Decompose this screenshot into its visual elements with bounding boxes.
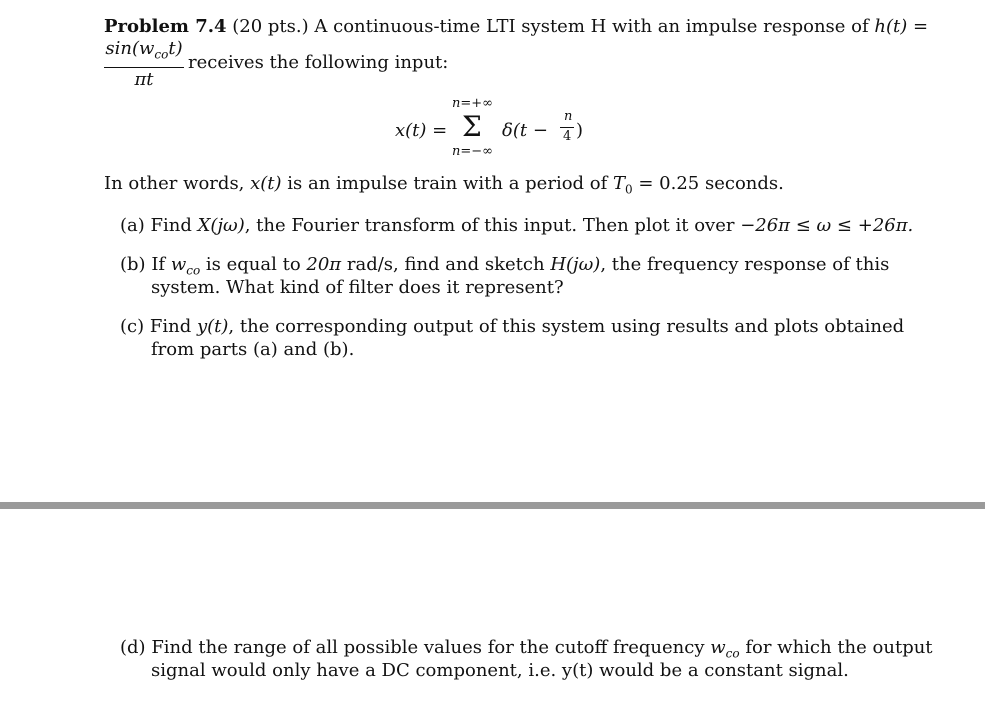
part-d-text-2: for which the output bbox=[739, 637, 933, 658]
explanation-line bbox=[104, 173, 784, 201]
numerator-text: sin(w bbox=[105, 38, 155, 59]
part-d-cutoff-subscript: co bbox=[725, 646, 740, 661]
part-b-text-3: rad/s, find and sketch bbox=[341, 254, 551, 275]
period-value: = 0.25 bbox=[632, 173, 700, 194]
problem-points: (20 pts.) bbox=[232, 16, 309, 37]
part-a-text-2: , the Fourier transform of this input. Then plot it over bbox=[244, 215, 741, 236]
problem-intro-text: A continuous-time LTI system H with an impulse response of bbox=[314, 16, 875, 37]
part-b-frequency-response-symbol: H(jω) bbox=[550, 254, 601, 275]
part-d-line-2: signal would only have a DC component, i.e. y(t) would be a constant signal. bbox=[151, 660, 849, 681]
part-a-fourier-symbol: X(jω) bbox=[197, 215, 245, 236]
period-subscript: 0 bbox=[625, 182, 633, 197]
period-symbol: T bbox=[613, 173, 626, 194]
problem-title: Problem 7.4 bbox=[104, 16, 227, 37]
part-c-label: (c) bbox=[120, 316, 145, 337]
fraction-numerator bbox=[104, 38, 184, 66]
problem-intro-continued: receives the following input: bbox=[188, 52, 449, 73]
part-d-label: (d) bbox=[120, 637, 146, 658]
impulse-response-symbol: h(t) = bbox=[874, 16, 929, 37]
part-b-text-4: , the frequency response of this bbox=[600, 254, 890, 275]
part-c-output-symbol: y(t) bbox=[196, 316, 229, 337]
part-b-value: 20π bbox=[306, 254, 342, 275]
part-c-text-2: , the corresponding output of this system using results and plots obtained bbox=[228, 316, 905, 337]
part-b-label: (b) bbox=[120, 254, 146, 275]
equation-term-end: ) bbox=[576, 120, 584, 141]
explanation-text-2: is an impulse train with a period of bbox=[281, 173, 613, 194]
part-a-label: (a) bbox=[120, 215, 145, 236]
part-a-text-1: Find bbox=[150, 215, 198, 236]
numerator-end: t) bbox=[168, 38, 183, 59]
part-b-cutoff-subscript: co bbox=[186, 263, 201, 278]
impulse-response-fraction bbox=[104, 38, 184, 91]
part-c-line-1 bbox=[120, 315, 904, 338]
part-b-line-2: system. What kind of filter does it represent? bbox=[151, 277, 564, 298]
equation-lhs: x(t) = bbox=[395, 120, 448, 141]
explanation-text-1: In other words, bbox=[104, 173, 251, 194]
part-c-line-2: from parts (a) and (b). bbox=[151, 339, 355, 360]
page-divider bbox=[0, 502, 985, 509]
input-signal-symbol: x(t) bbox=[250, 173, 282, 194]
fraction-bar bbox=[104, 67, 184, 68]
sum-upper-limit: n=+∞ bbox=[452, 96, 493, 111]
part-b-text-1: If bbox=[151, 254, 171, 275]
part-a bbox=[120, 214, 913, 237]
summation-sigma: Σ bbox=[462, 110, 482, 143]
part-d-cutoff-symbol: w bbox=[710, 637, 726, 658]
part-a-range: −26π ≤ ω ≤ +26π. bbox=[740, 215, 914, 236]
sum-lower-limit: n=−∞ bbox=[452, 144, 493, 159]
inner-fraction-numerator: n bbox=[564, 109, 573, 124]
problem-heading-line bbox=[104, 16, 928, 38]
part-c-text-1: Find bbox=[149, 316, 197, 337]
part-b-cutoff-symbol: w bbox=[170, 254, 187, 275]
inner-fraction-denominator: 4 bbox=[563, 129, 572, 144]
numerator-subscript: co bbox=[154, 47, 169, 62]
part-b-text-2: is equal to bbox=[200, 254, 307, 275]
equation-term-start: δ(t − bbox=[502, 120, 548, 141]
part-d-text-1: Find the range of all possible values for the cutoff frequency bbox=[151, 637, 711, 658]
fraction-denominator: πt bbox=[134, 68, 154, 90]
inner-fraction-bar bbox=[560, 127, 574, 128]
explanation-text-3: seconds. bbox=[699, 173, 784, 194]
